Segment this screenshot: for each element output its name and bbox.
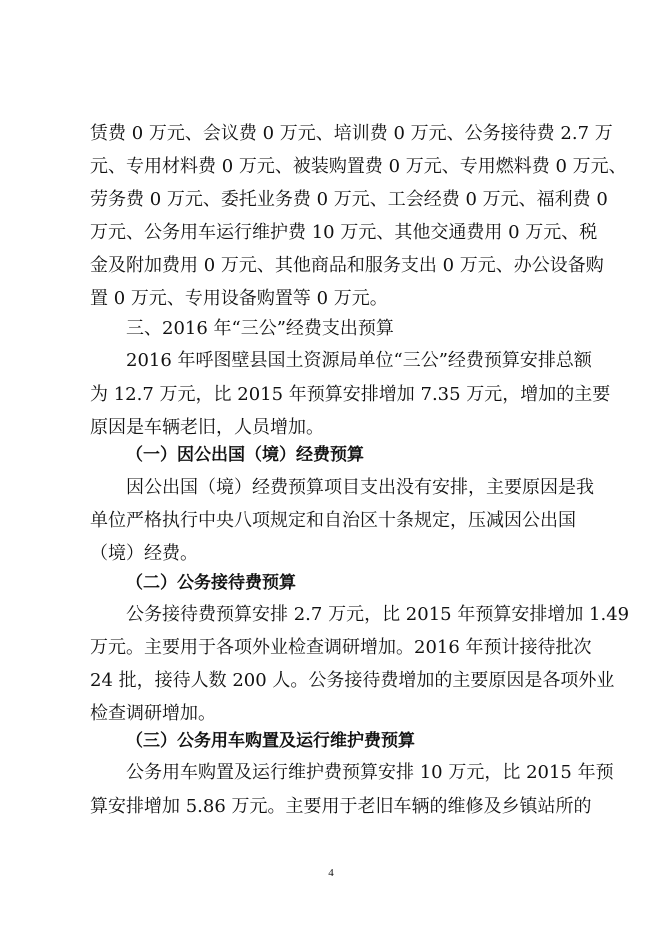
section-3-line-1: 2016 年呼图壁县国土资源局单位“三公”经费预算安排总额	[126, 350, 592, 371]
text-line	[0, 666, 662, 696]
text-line	[0, 152, 662, 182]
text-line	[0, 506, 662, 536]
section-3-line-2: 为 12.7 万元，比 2015 年预算安排增加 7.35 万元，增加的主要	[90, 384, 611, 405]
paragraph-1-line-4: 万元、公务用车运行维护费 10 万元、其他交通费用 0 万元、税	[90, 222, 598, 243]
subsection-1-line-2: 单位严格执行中央八项规定和自治区十条规定，压减因公出国	[90, 510, 576, 531]
text-line	[0, 758, 662, 788]
paragraph-1-line-3: 劳务费 0 万元、委托业务费 0 万元、工会经费 0 万元、福利费 0	[90, 189, 608, 210]
text-line	[0, 792, 662, 822]
subsection-1-line-3: （境）经费。	[90, 543, 198, 564]
section-heading	[0, 314, 662, 344]
section-3-line-3: 原因是车辆老旧，人员增加。	[90, 417, 324, 438]
text-line	[0, 413, 662, 443]
subsection-2-title: （二）公务接待费预算	[126, 573, 296, 593]
paragraph-1-line-5: 金及附加费用 0 万元、其他商品和服务支出 0 万元、办公设备购	[90, 255, 604, 276]
subsection-1-title: （一）因公出国（境）经费预算	[126, 445, 364, 465]
subsection-2-line-3: 24 批，接待人数 200 人。公务接待费增加的主要原因是各项外业	[90, 670, 615, 691]
subsection-heading	[0, 440, 662, 470]
text-line	[0, 218, 662, 248]
text-line	[0, 251, 662, 281]
subsection-2-line-1: 公务接待费预算安排 2.7 万元，比 2015 年预算安排增加 1.49	[126, 604, 630, 625]
subsection-3-line-2: 算安排增加 5.86 万元。主要用于老旧车辆的维修及乡镇站所的	[90, 796, 592, 817]
text-line	[0, 119, 662, 149]
text-line	[0, 380, 662, 410]
text-line	[0, 346, 662, 376]
text-line	[0, 473, 662, 503]
paragraph-1-line-1: 赁费 0 万元、会议费 0 万元、培训费 0 万元、公务接待费 2.7 万	[90, 123, 613, 144]
subsection-heading	[0, 568, 662, 598]
subsection-3-title: （三）公务用车购置及运行维护费预算	[126, 731, 415, 751]
subsection-3-line-1: 公务用车购置及运行维护费预算安排 10 万元，比 2015 年预	[126, 762, 614, 783]
section-3-title: 三、2016 年“三公”经费支出预算	[126, 318, 394, 339]
subsection-2-line-4: 检查调研增加。	[90, 703, 216, 724]
subsection-1-line-1: 因公出国（境）经费预算项目支出没有安排，主要原因是我	[126, 477, 594, 498]
text-line	[0, 539, 662, 569]
paragraph-1-line-2: 元、专用材料费 0 万元、被装购置费 0 万元、专用燃料费 0 万元、	[90, 156, 627, 177]
text-line	[0, 185, 662, 215]
subsection-heading	[0, 726, 662, 756]
text-line	[0, 699, 662, 729]
subsection-2-line-2: 万元。主要用于各项外业检查调研增加。2016 年预计接待批次	[90, 637, 592, 658]
text-line	[0, 600, 662, 630]
page-number: 4	[328, 867, 334, 879]
paragraph-1-line-6: 置 0 万元、专用设备购置等 0 万元。	[90, 288, 388, 309]
text-line	[0, 633, 662, 663]
text-line	[0, 284, 662, 314]
